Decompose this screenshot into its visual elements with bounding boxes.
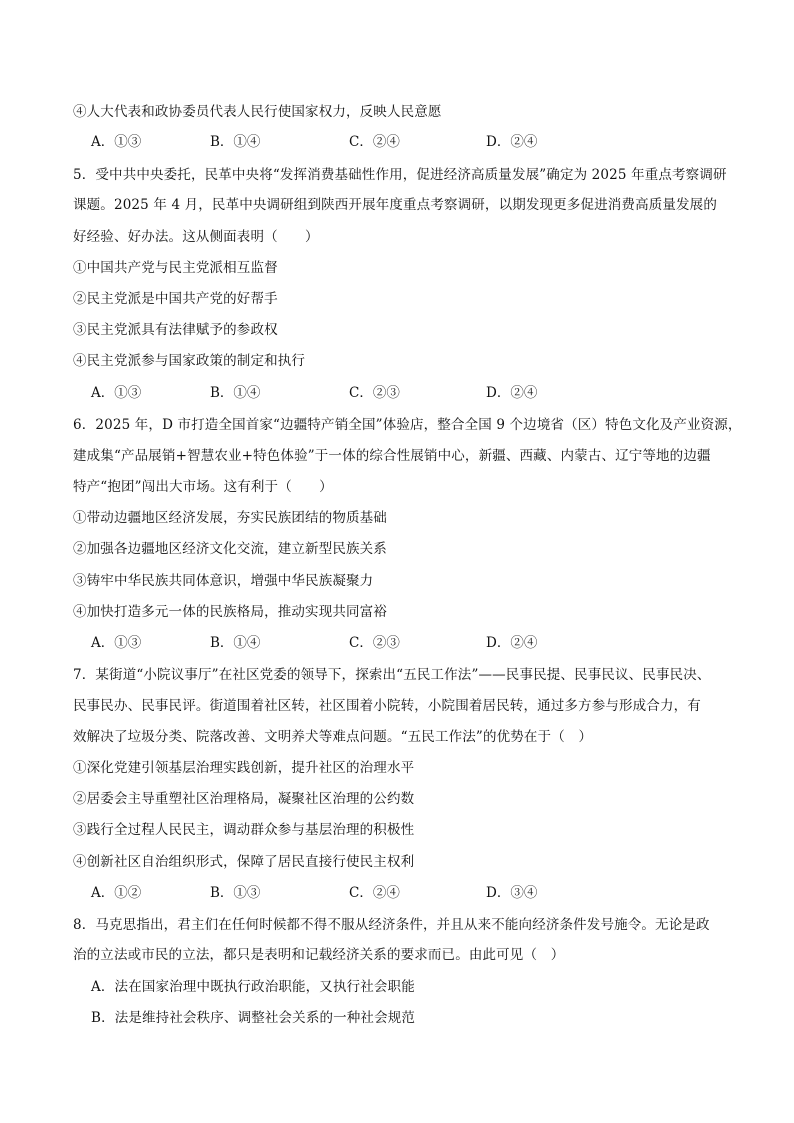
q5-stem-line-1: 5．受中共中央委托，民革中央将“发挥消费基础性作用，促进经济高质量发展”确定为 2025 年重点考察调研 (73, 167, 727, 183)
q8-stem-line-1: 8．马克思指出，君主们在任何时候都不得不服从经济条件，并且从来不能向经济条件发号施令。无论是政 (73, 917, 710, 933)
q6-item-4: ④加快打造多元一体的民族格局，推动实现共同富裕 (73, 604, 387, 620)
q5-option-d: D．②④ (486, 385, 538, 401)
q6-option-b: B．①④ (210, 635, 261, 651)
q4-option-c: C．②④ (349, 134, 400, 150)
q7-item-2: ②居委会主导重塑社区治理格局，凝聚社区治理的公约数 (73, 791, 415, 807)
q5-option-c: C．②③ (349, 385, 400, 401)
q5-options (91, 384, 711, 402)
q8-choice-b: B．法是维持社会秩序、调整社会关系的一种社会规范 (91, 1010, 416, 1026)
q8-stem-line-2: 治的立法或市民的立法，都只是表明和记载经济关系的要求而已。由此可见（ ） (73, 947, 565, 963)
q6-stem-line-3: 特产“抱团”闯出大市场。这有利于（ ） (73, 479, 333, 495)
q5-item-3: ③民主党派具有法律赋予的参政权 (73, 322, 278, 338)
q5-item-1: ①中国共产党与民主党派相互监督 (73, 260, 278, 276)
q4-option-a: A．①③ (91, 134, 142, 150)
q7-item-3: ③践行全过程人民民主，调动群众参与基层治理的积极性 (73, 822, 415, 838)
q6-option-d: D．②④ (486, 635, 538, 651)
q4-option-b: B．①④ (210, 134, 261, 150)
q5-option-a: A．①③ (91, 385, 142, 401)
q5-stem-line-2: 课题。2025 年 4 月，民革中央调研组到陕西开展年度重点考察调研，以期发现更多促进消费高质量发展的 (73, 197, 717, 213)
q7-item-4: ④创新社区自治组织形式，保障了居民直接行使民主权利 (73, 854, 415, 870)
q7-option-a: A．①② (91, 885, 142, 901)
q4-options (91, 133, 711, 151)
q5-item-4: ④民主党派参与国家政策的制定和执行 (73, 353, 306, 369)
q4-item-4: ④人大代表和政协委员代表人民行使国家权力，反映人民意愿 (73, 104, 442, 120)
q7-item-1: ①深化党建引领基层治理实践创新，提升社区的治理水平 (73, 760, 415, 776)
q6-item-1: ①带动边疆地区经济发展，夯实民族团结的物质基础 (73, 510, 387, 526)
q6-option-a: A．①③ (91, 635, 142, 651)
q5-item-2: ②民主党派是中国共产党的好帮手 (73, 291, 278, 307)
q6-options (91, 634, 711, 652)
q7-option-b: B．①③ (210, 885, 261, 901)
q7-stem-line-1: 7．某街道“小院议事厅”在社区党委的领导下，探索出“五民工作法”——民事民提、民事民议、民事民决、 (73, 667, 711, 683)
q7-stem-line-2: 民事民办、民事民评。街道围着社区转，社区围着小院转，小院围着居民转，通过多方参与形成合力，有 (73, 698, 701, 714)
q5-option-b: B．①④ (210, 385, 261, 401)
q6-stem-line-2: 建成集“产品展销+智慧农业+特色体验”于一体的综合性展销中心，新疆、西藏、内蒙古、辽宁等地的边疆 (73, 448, 711, 464)
q6-item-3: ③铸牢中华民族共同体意识，增强中华民族凝聚力 (73, 573, 374, 589)
q8-choice-a: A．法在国家治理中既执行政治职能，又执行社会职能 (91, 979, 415, 995)
q7-stem-line-3: 效解决了垃圾分类、院落改善、文明养犬等难点问题。“五民工作法”的优势在于（ ） (73, 729, 593, 745)
q6-item-2: ②加强各边疆地区经济文化交流，建立新型民族关系 (73, 541, 387, 557)
q6-stem-line-1: 6．2025 年，D 市打造全国首家“边疆特产销全国”体验店，整合全国 9 个边境省（区）特色文化及产业资源， (73, 417, 742, 433)
q4-option-d: D．②④ (486, 134, 538, 150)
q7-option-c: C．②④ (349, 885, 400, 901)
q7-options (91, 884, 711, 902)
q5-stem-line-3: 好经验、好办法。这从侧面表明（ ） (73, 229, 319, 245)
q6-option-c: C．②③ (349, 635, 400, 651)
q7-option-d: D．③④ (486, 885, 538, 901)
